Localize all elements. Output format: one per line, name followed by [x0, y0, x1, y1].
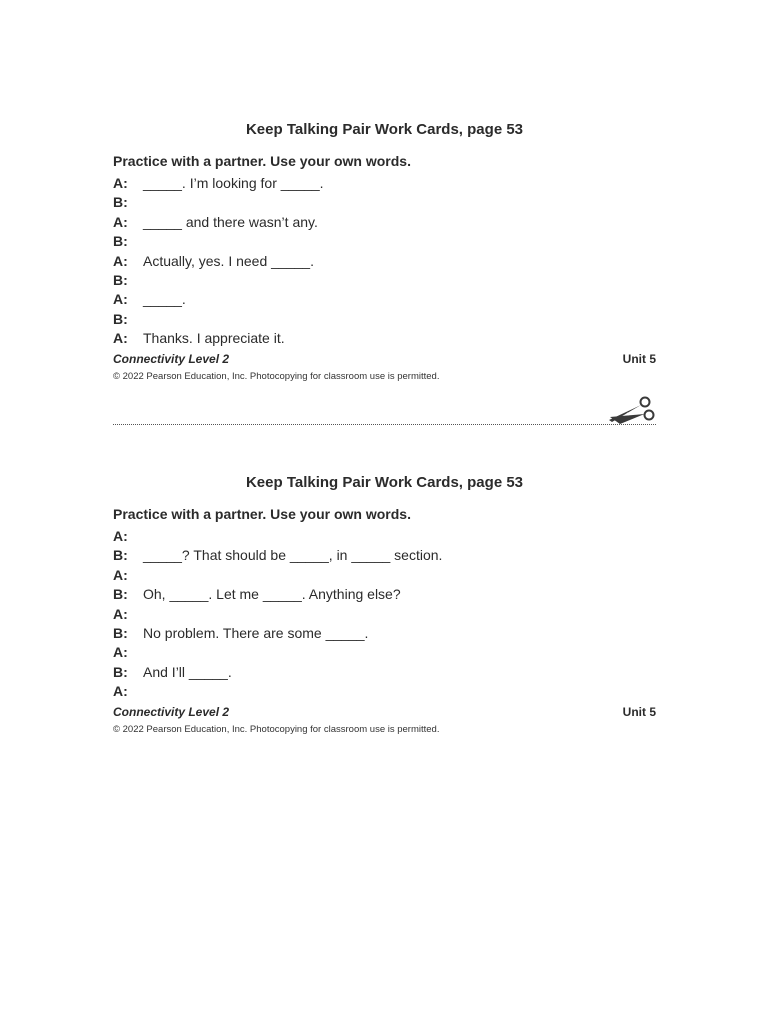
line-text: No problem. There are some _____. — [143, 624, 369, 641]
line-text: Actually, yes. I need _____. — [143, 252, 314, 269]
dialogue — [113, 527, 656, 702]
dialogue-line — [113, 546, 656, 565]
dialogue-line — [113, 566, 656, 585]
speaker-label: A: — [113, 566, 128, 583]
speaker-label: B: — [113, 547, 128, 564]
scissors-icon — [606, 396, 656, 428]
speaker-label: A: — [113, 175, 128, 191]
speaker-label: B: — [113, 233, 128, 250]
line-text: _____. I’m looking for _____. — [143, 175, 324, 191]
book-title: Connectivity Level 2 — [113, 351, 230, 366]
dialogue-line — [113, 682, 656, 701]
card-title: Keep Talking Pair Work Cards, page 53 — [245, 474, 524, 491]
speaker-label: B: — [113, 271, 128, 288]
speaker-label: B: — [113, 586, 128, 603]
card-instruction: Practice with a partner. Use your own words. — [113, 153, 411, 169]
dialogue-line — [113, 585, 656, 604]
line-text: _____ and there wasn’t any. — [143, 213, 318, 230]
speaker-label: B: — [113, 624, 128, 641]
dialogue-line — [113, 232, 656, 251]
unit-label: Unit 5 — [622, 704, 656, 719]
dialogue-line — [113, 527, 656, 546]
card-footer — [113, 704, 656, 720]
dialogue-line — [113, 271, 656, 290]
pair-work-card-1 — [113, 120, 656, 384]
speaker-label: B: — [113, 310, 128, 327]
speaker-label: A: — [113, 528, 128, 544]
line-text: And I’ll _____. — [143, 663, 232, 680]
dialogue-line — [113, 663, 656, 682]
copyright-notice: © 2022 Pearson Education, Inc. Photocopying for classroom use is permitted. — [113, 723, 440, 735]
speaker-label: B: — [113, 194, 128, 211]
line-text: Thanks. I appreciate it. — [143, 330, 285, 347]
dialogue-line — [113, 193, 656, 212]
dialogue-line — [113, 213, 656, 232]
dialogue-line — [113, 290, 656, 309]
dialogue-line — [113, 252, 656, 271]
speaker-label: B: — [113, 663, 128, 680]
line-text: _____. — [143, 291, 186, 308]
line-text: Oh, _____. Let me _____. Anything else? — [143, 586, 401, 603]
cut-line — [113, 424, 656, 425]
unit-label: Unit 5 — [622, 351, 656, 366]
pair-work-card-2 — [113, 473, 656, 737]
line-text: _____? That should be _____, in _____ section. — [143, 547, 443, 564]
copyright-notice: © 2022 Pearson Education, Inc. Photocopying for classroom use is permitted. — [113, 370, 440, 382]
speaker-label: A: — [113, 644, 128, 661]
dialogue — [113, 174, 656, 349]
speaker-label: A: — [113, 213, 128, 230]
dialogue-line — [113, 605, 656, 624]
card-title: Keep Talking Pair Work Cards, page 53 — [245, 121, 524, 138]
dialogue-line — [113, 624, 656, 643]
speaker-label: A: — [113, 330, 128, 347]
speaker-label: A: — [113, 605, 128, 622]
card-footer — [113, 351, 656, 367]
dialogue-line — [113, 174, 656, 193]
dialogue-line — [113, 310, 656, 329]
speaker-label: A: — [113, 291, 128, 308]
speaker-label: A: — [113, 683, 128, 700]
card-instruction: Practice with a partner. Use your own words. — [113, 506, 411, 522]
speaker-label: A: — [113, 252, 128, 269]
dialogue-line — [113, 329, 656, 348]
dialogue-line — [113, 643, 656, 662]
book-title: Connectivity Level 2 — [113, 704, 230, 719]
